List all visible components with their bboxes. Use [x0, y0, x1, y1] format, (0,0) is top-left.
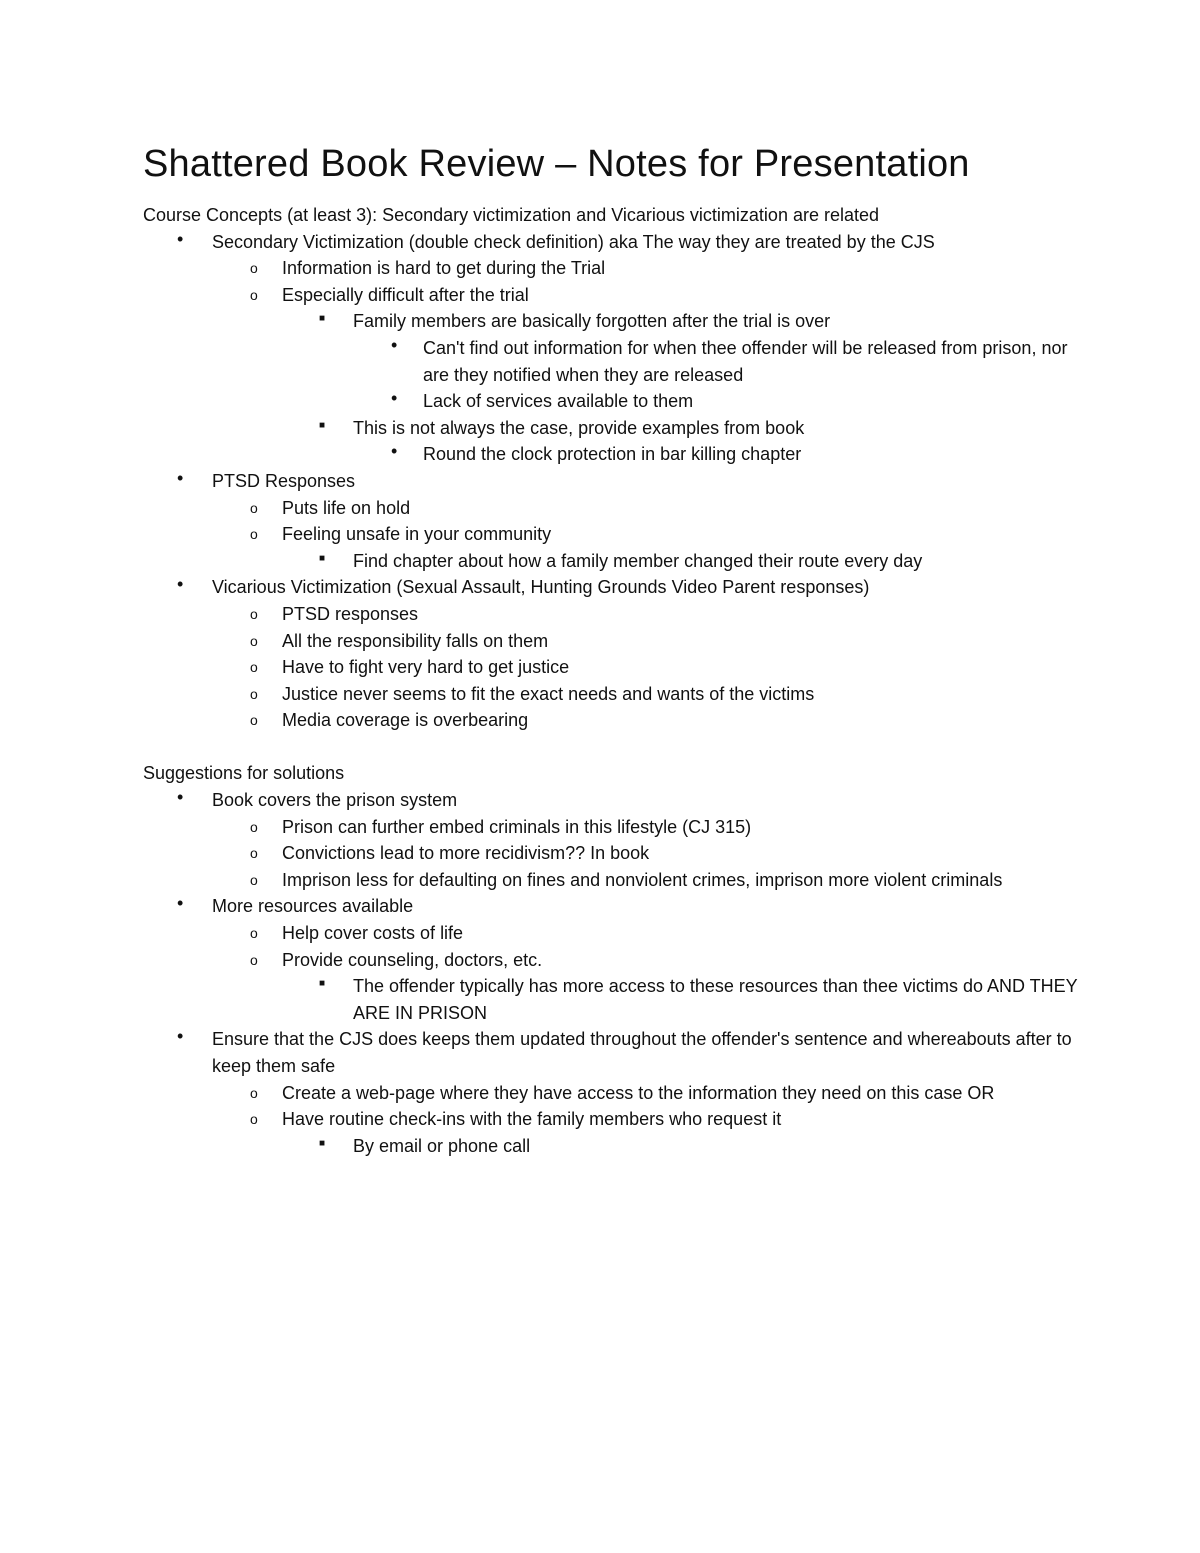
list-item-text: Ensure that the CJS does keeps them updated throughout the offender's sentence and whereabouts after to keep them safe [212, 1029, 1072, 1076]
bullet-list [143, 229, 1083, 734]
bullet-icon: o [250, 925, 258, 942]
list-item-text: All the responsibility falls on them [282, 630, 549, 651]
list-item [143, 947, 1083, 974]
list-item-text: Provide counseling, doctors, etc. [282, 949, 543, 970]
document-page [143, 140, 1083, 1159]
bullet-icon: ■ [319, 1137, 326, 1149]
document-body [143, 202, 1083, 1159]
bullet-icon: • [177, 228, 184, 249]
list-item [143, 654, 1083, 681]
list-item-text: Vicarious Victimization (Sexual Assault, Hunting Grounds Video Parent responses) [212, 577, 870, 598]
list-item-text: PTSD responses [282, 603, 419, 624]
bullet-icon: ■ [319, 978, 326, 990]
list-item [143, 521, 1083, 548]
bullet-icon: o [250, 526, 258, 543]
bullet-icon: o [250, 951, 258, 968]
list-item [143, 814, 1083, 841]
bullet-icon: ■ [319, 313, 326, 325]
bullet-list [143, 787, 1083, 1159]
list-item-text: Especially difficult after the trial [282, 284, 529, 305]
bullet-icon: o [250, 1084, 258, 1101]
list-item [143, 867, 1083, 894]
list-item [143, 840, 1083, 867]
list-item-text: More resources available [212, 896, 414, 917]
bullet-icon: • [391, 388, 398, 409]
list-item [143, 335, 1083, 388]
bullet-icon: o [250, 685, 258, 702]
list-item [143, 574, 1083, 601]
list-item-text: Imprison less for defaulting on fines and nonviolent crimes, imprison more violent criminals [282, 869, 1003, 890]
list-item [143, 255, 1083, 282]
bullet-icon: o [250, 712, 258, 729]
bullet-icon: • [177, 893, 184, 914]
list-item [143, 1133, 1083, 1160]
section-heading: Course Concepts (at least 3): Secondary victimization and Vicarious victimization are related [143, 205, 880, 225]
bullet-icon: o [250, 818, 258, 835]
list-item [143, 1080, 1083, 1107]
list-item [143, 628, 1083, 655]
bullet-icon: o [250, 632, 258, 649]
bullet-icon: o [250, 871, 258, 888]
list-item-text: PTSD Responses [212, 470, 356, 491]
list-item [143, 441, 1083, 468]
list-item [143, 548, 1083, 575]
bullet-icon: ■ [319, 419, 326, 431]
list-item-text: Help cover costs of life [282, 923, 464, 944]
section-spacer [143, 734, 1083, 761]
list-item-text: Round the clock protection in bar killing chapter [423, 444, 802, 465]
bullet-icon: • [177, 467, 184, 488]
list-item [143, 1106, 1083, 1133]
list-item-text: Justice never seems to fit the exact needs and wants of the victims [282, 683, 815, 704]
list-item-text: Information is hard to get during the Trial [282, 258, 606, 279]
bullet-icon: • [391, 441, 398, 462]
bullet-icon: ■ [319, 552, 326, 564]
list-item-text: Feeling unsafe in your community [282, 524, 552, 545]
list-item-text: Puts life on hold [282, 497, 411, 518]
list-item [143, 707, 1083, 734]
list-item [143, 787, 1083, 814]
bullet-icon: o [250, 659, 258, 676]
bullet-icon: o [250, 260, 258, 277]
list-item-text: Lack of services available to them [423, 391, 694, 412]
bullet-icon: o [250, 499, 258, 516]
list-item [143, 229, 1083, 256]
list-item [143, 920, 1083, 947]
list-item [143, 893, 1083, 920]
list-item-text: The offender typically has more access to these resources than thee victims do AND THEY ARE IN PRISON [353, 976, 1078, 1023]
bullet-icon: • [391, 334, 398, 355]
list-item-text: Have to fight very hard to get justice [282, 657, 570, 678]
bullet-icon: • [177, 574, 184, 595]
list-item-text: Find chapter about how a family member changed their route every day [353, 550, 923, 571]
list-item [143, 388, 1083, 415]
list-item-text: By email or phone call [353, 1135, 531, 1156]
list-item-text: Secondary Victimization (double check definition) aka The way they are treated by the CJS [212, 231, 935, 252]
list-item-text: Can't find out information for when thee offender will be released from prison, nor are they notified when they are released [423, 337, 1068, 385]
list-item [143, 495, 1083, 522]
list-item [143, 415, 1083, 442]
list-item-text: Have routine check-ins with the family members who request it [282, 1109, 782, 1130]
list-item [143, 973, 1083, 1026]
list-item [143, 468, 1083, 495]
list-item-text: This is not always the case, provide examples from book [353, 417, 805, 438]
document-title: Shattered Book Review – Notes for Presentation [143, 143, 970, 185]
bullet-icon: o [250, 1111, 258, 1128]
list-item-text: Create a web-page where they have access to the information they need on this case OR [282, 1082, 995, 1103]
bullet-icon: o [250, 286, 258, 303]
section-heading: Suggestions for solutions [143, 763, 345, 784]
bullet-icon: o [250, 845, 258, 862]
bullet-icon: o [250, 605, 258, 622]
list-item [143, 308, 1083, 335]
list-item-text: Prison can further embed criminals in this lifestyle (CJ 315) [282, 816, 752, 837]
list-item [143, 282, 1083, 309]
list-item-text: Media coverage is overbearing [282, 710, 529, 731]
list-item-text: Book covers the prison system [212, 790, 458, 811]
list-item [143, 601, 1083, 628]
list-item-text: Convictions lead to more recidivism?? In book [282, 843, 650, 864]
list-item-text: Family members are basically forgotten after the trial is over [353, 311, 831, 332]
list-item [143, 1026, 1083, 1079]
bullet-icon: • [177, 1026, 184, 1047]
bullet-icon: • [177, 787, 184, 808]
list-item [143, 681, 1083, 708]
